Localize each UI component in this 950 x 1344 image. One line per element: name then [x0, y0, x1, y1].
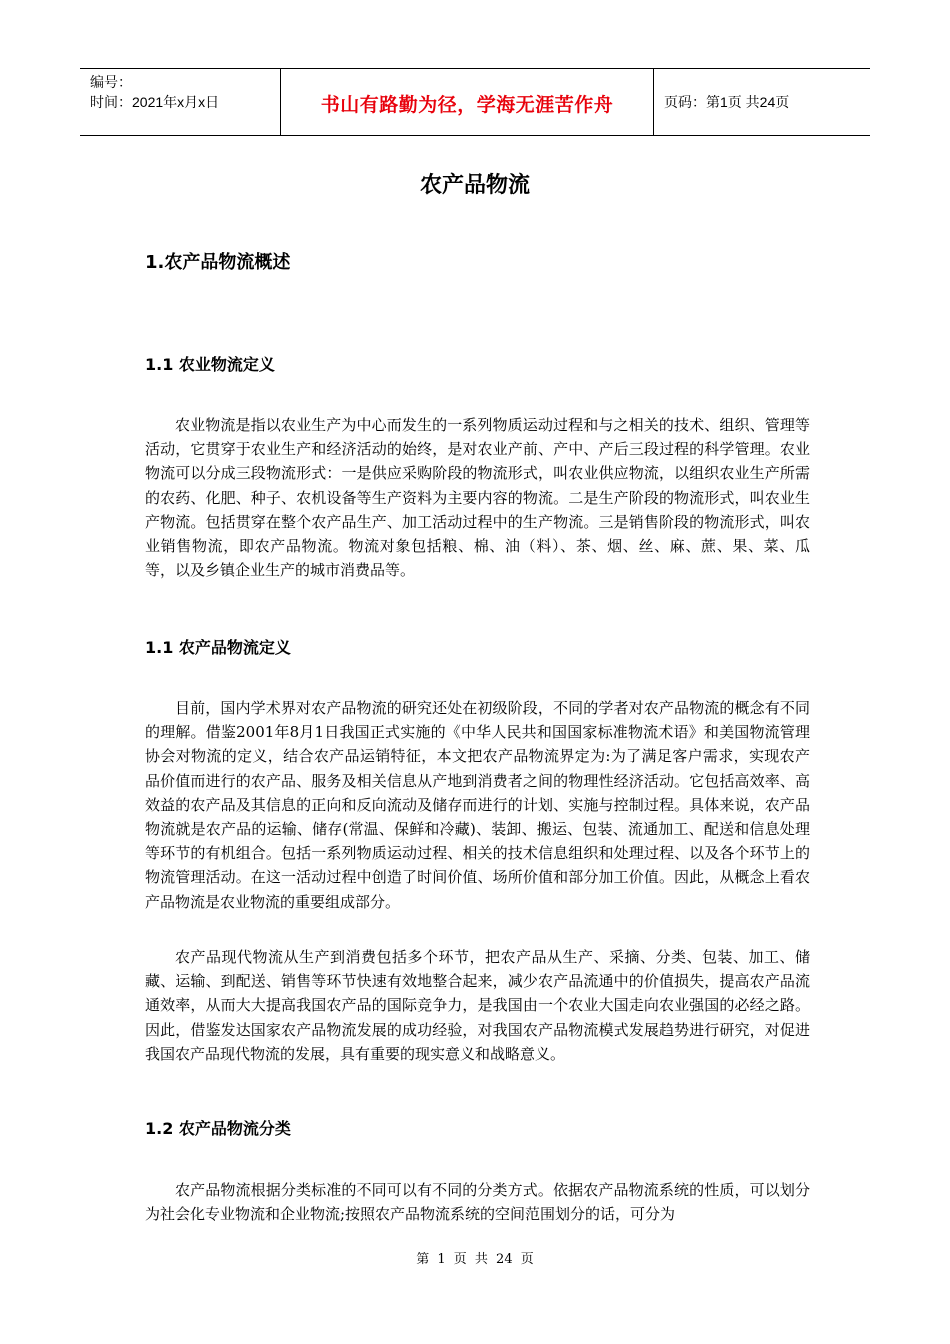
page-header — [80, 68, 870, 136]
header-page-cell — [654, 69, 870, 135]
document-title: 农产品物流 — [419, 173, 530, 198]
motto-text: 书山有路勤为径，学海无涯苦作舟 — [320, 93, 614, 116]
paragraph-modern-logistics: 农产品现代物流从生产到消费包括多个环节，把农产品从生产、采摘、分类、包装、加工、储藏、运输、到配送、销售等环节快速有效地整合起来，减少农产品流通中的价值损失，提高农产品流通效率，从而大大提高我国农产品的国际竞争力，是我国由一个农业大国走向农业强国的必经之路。因此，借鉴发达国家农产品物流发展的成功经验，对我国农产品物流模式发展趋势进行研究，对促进我国农产品现代物流的发展，具有重要的现实意义和战略意义。 — [145, 948, 810, 1063]
header-meta-cell — [80, 69, 281, 135]
header-motto-cell — [281, 69, 654, 135]
date-line: 时间：2021年x月x日 — [90, 94, 220, 110]
page-footer: 第 1 页 共 24 页 — [416, 1252, 534, 1267]
subsection-heading-classification: 1.2 农产品物流分类 — [145, 1119, 291, 1138]
paragraph-produce-definition: 目前，国内学术界对农产品物流的研究还处在初级阶段，不同的学者对农产品物流的概念有不同的理解。借鉴2001年8月1日我国正式实施的《中华人民共和国国家标准物流术语》和美国物流管理协会对物流的定义，结合农产品运销特征，本文把农产品物流界定为:为了满足客户需求，实现农产品价值而进行的农产品、服务及相关信息从产地到消费者之间的物理性经济活动。它包括高效率、高效益的农产品及其信息的正向和反向流动及储存而进行的计划、实施与控制过程。具体来说，农产品物流就是农产品的运输、储存(常温、保鲜和冷藏)、装卸、搬运、包装、流通加工、配送和信息处理等环节的有机组合。包括一系列物质运动过程、相关的技术信息组织和处理过程、以及各个环节上的物流管理活动。在这一活动过程中创造了时间价值、场所价值和部分加工价值。因此，从概念上看农产品物流是农业物流的重要组成部分。 — [145, 699, 810, 911]
subsection-heading-produce-logistics: 1.1 农产品物流定义 — [145, 638, 291, 657]
section-heading: 1.农产品物流概述 — [145, 252, 291, 273]
number-label: 编号： — [90, 74, 132, 90]
paragraph-agri-logistics: 农业物流是指以农业生产为中心而发生的一系列物质运动过程和与之相关的技术、组织、管理等活动，它贯穿于农业生产和经济活动的始终，是对农业产前、产中、产后三段过程的科学管理。农业物流可以分成三段物流形式：一是供应采购阶段的物流形式，叫农业供应物流，以组织农业生产所需的农药、化肥、种子、农机设备等生产资料为主要内容的物流。二是生产阶段的物流形式，叫农业生产物流。包括贯穿在整个农产品生产、加工活动过程中的生产物流。三是销售阶段的物流形式，叫农业销售物流，即农产品物流。物流对象包括粮、棉、油（料）、茶、烟、丝、麻、蔗、果、菜、瓜等，以及乡镇企业生产的城市消费品等。 — [145, 416, 810, 580]
paragraph-classification: 农产品物流根据分类标准的不同可以有不同的分类方式。依据农产品物流系统的性质，可以划分为社会化专业物流和企业物流;按照农产品物流系统的空间范围划分的话，可分为 — [145, 1181, 810, 1224]
subsection-heading-agri-logistics: 1.1 农业物流定义 — [145, 355, 275, 374]
page-info: 页码：第1页 共24页 — [664, 94, 790, 110]
